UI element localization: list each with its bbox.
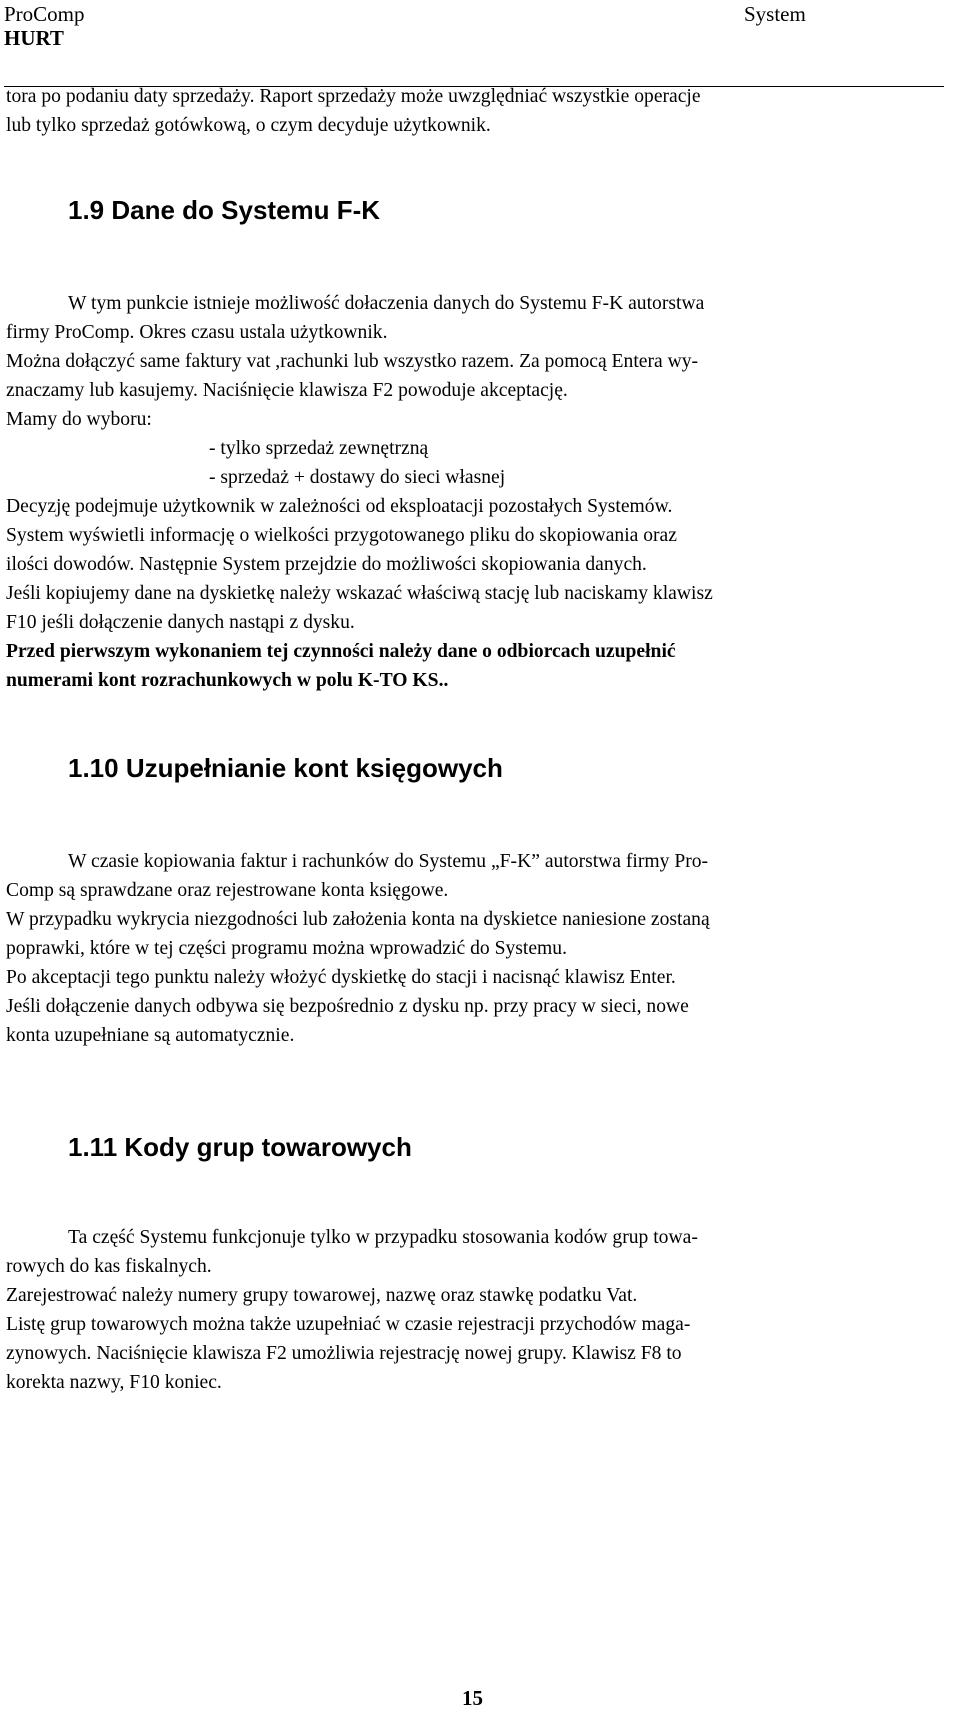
text-line: zynowych. Naciśnięcie klawisza F2 umożliwia rejestrację nowej grupy. Klawisz F8 to [6,1343,682,1364]
text-line: W przypadku wykrycia niezgodności lub założenia konta na dyskietce naniesione zostaną [6,909,710,930]
header-system: System [744,2,806,26]
text-line: Comp są sprawdzane oraz rejestrowane konta księgowe. [6,880,449,901]
text-line: tora po podaniu daty sprzedaży. Raport sprzedaży może uwzględniać wszystkie operacje [6,86,701,107]
text-line: lub tylko sprzedaż gotówkową, o czym decyduje użytkownik. [6,115,491,136]
section-1-11-body [6,1223,944,1397]
intro-paragraph [6,82,944,140]
page-number: 15 [462,1686,483,1710]
text-line: W tym punkcie istnieje możliwość dołaczenia danych do Systemu F-K autorstwa [68,293,705,314]
bold-text-line: numerami kont rozrachunkowych w polu K-TO KS.. [6,670,449,691]
text-line: konta uzupełniane są automatycznie. [6,1025,295,1046]
text-line: Mamy do wyboru: [6,409,152,430]
section-1-10-body [6,847,944,1050]
text-line: korekta nazwy, F10 koniec. [6,1372,222,1393]
header-brand [4,2,85,50]
text-line: Decyzję podejmuje użytkownik w zależności od eksploatacji pozostałych Systemów. [6,496,673,517]
text-line: poprawki, które w tej części programu można wprowadzić do Systemu. [6,938,567,959]
header-brand-line1: ProComp [4,2,85,26]
text-line: W czasie kopiowania faktur i rachunków do Systemu „F-K” autorstwa firmy Pro- [68,851,709,872]
text-line: znaczamy lub kasujemy. Naciśnięcie klawisza F2 powoduje akceptację. [6,380,568,401]
section-heading-1-11: 1.11 Kody grup towarowych [68,1132,412,1162]
text-line: Jeśli kopiujemy dane na dyskietkę należy wskazać właściwą stację lub naciskamy klawisz [6,583,713,604]
text-line: Zarejestrować należy numery grupy towarowej, nazwę oraz stawkę podatku Vat. [6,1285,638,1306]
text-line: Po akceptacji tego punktu należy włożyć dyskietkę do stacji i nacisnąć klawisz Enter. [6,967,676,988]
bold-text-line: Przed pierwszym wykonaniem tej czynności należy dane o odbiorcach uzupełnić [6,641,676,662]
text-line: F10 jeśli dołączenie danych nastąpi z dysku. [6,612,355,633]
section-heading-1-10: 1.10 Uzupełnianie kont księgowych [68,753,503,783]
text-line: ilości dowodów. Następnie System przejdzie do możliwości skopiowania danych. [6,554,647,575]
section-heading-1-9: 1.9 Dane do Systemu F-K [68,195,381,225]
text-line: Można dołączyć same faktury vat ,rachunki lub wszystko razem. Za pomocą Entera wy- [6,351,699,372]
text-line: firmy ProComp. Okres czasu ustala użytkownik. [6,322,388,343]
text-line: rowych do kas fiskalnych. [6,1256,212,1277]
list-item: - sprzedaż + dostawy do sieci własnej [209,467,506,488]
text-line: Ta część Systemu funkcjonuje tylko w przypadku stosowania kodów grup towa- [68,1227,698,1248]
list-item: - tylko sprzedaż zewnętrzną [209,438,429,459]
text-line: Jeśli dołączenie danych odbywa się bezpośrednio z dysku np. przy pracy w sieci, nowe [6,996,689,1017]
header-brand-line2: HURT [4,26,64,50]
text-line: Listę grup towarowych można także uzupełniać w czasie rejestracji przychodów maga- [6,1314,691,1335]
section-1-9-body [6,289,944,695]
text-line: System wyświetli informację o wielkości przygotowanego pliku do skopiowania oraz [6,525,677,546]
